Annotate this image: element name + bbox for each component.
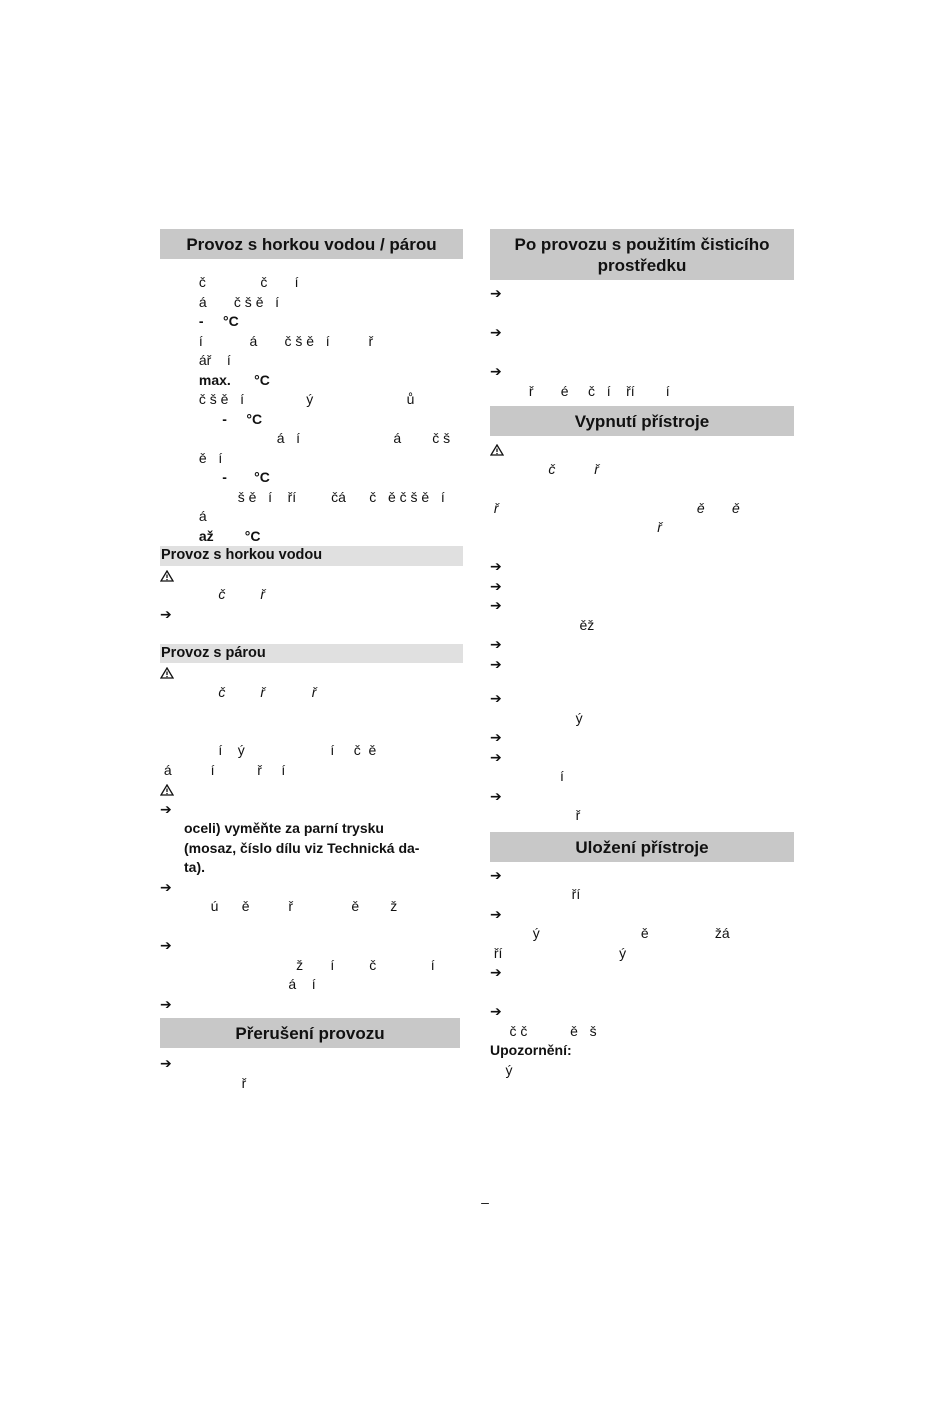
warning-triangle-icon	[160, 566, 180, 586]
arrow-right-icon: ➔	[490, 905, 502, 922]
list-item	[490, 963, 794, 983]
intro-line: č š ě í ý ů	[160, 391, 415, 407]
arrow-right-icon: ➔	[160, 1055, 172, 1071]
list-item	[160, 936, 463, 956]
list-item-bold-cont: ta).	[184, 859, 205, 875]
intro-line: á č š ě í	[160, 293, 280, 310]
heading-interruption: Přerušení provozu	[160, 1018, 460, 1048]
list-item-cont: ř é č í ří í	[490, 382, 670, 399]
list-item-bold	[160, 800, 463, 820]
arrow-right-icon: ➔	[490, 787, 502, 804]
list-item-cont: á í	[160, 976, 316, 992]
intro-line: í á č š ě í ř	[160, 332, 374, 349]
list-item	[160, 878, 463, 898]
warning-triangle-icon	[160, 663, 180, 683]
body-text: á í ř í	[160, 761, 286, 778]
arrow-right-icon: ➔	[490, 690, 502, 706]
arrow-right-icon: ➔	[490, 748, 502, 765]
list-item	[490, 655, 794, 675]
note-text: ý	[490, 1061, 513, 1078]
italic-text: ř	[490, 519, 662, 535]
body-text: ří ý	[490, 944, 627, 961]
list-item	[160, 995, 463, 1015]
body-text: í ý í č ě	[160, 742, 377, 758]
intro-line: á í á č š	[160, 430, 451, 446]
list-item	[490, 635, 794, 655]
arrow-right-icon: ➔	[490, 597, 502, 613]
subheading-hot-water: Provoz s horkou vodou	[160, 546, 463, 566]
warning-triangle-icon	[490, 440, 510, 460]
arrow-right-icon: ➔	[490, 363, 502, 379]
list-item-bold-cont: (mosaz, číslo dílu viz Technická da-	[184, 839, 420, 856]
list-item-cont: č č ě š	[490, 1022, 597, 1039]
body-text: ý ě žá	[490, 925, 730, 941]
intro-line: ě í	[160, 449, 223, 466]
arrow-right-icon: ➔	[490, 655, 502, 672]
list-item-cont: ý	[490, 709, 583, 726]
heading-switch-off: Vypnutí přístroje	[490, 406, 794, 436]
arrow-right-icon: ➔	[490, 636, 502, 652]
warning-line	[490, 440, 794, 460]
intro-line: až °C	[160, 527, 261, 544]
list-item-cont: ř	[490, 807, 581, 823]
intro-line: á	[160, 508, 207, 524]
list-item	[490, 748, 794, 768]
right-column	[490, 229, 794, 1080]
page-footer: –	[481, 1194, 489, 1210]
warning-line	[160, 566, 463, 586]
list-item-cont: ří	[490, 886, 581, 902]
list-item	[490, 284, 794, 304]
arrow-right-icon: ➔	[160, 605, 172, 622]
arrow-right-icon: ➔	[490, 285, 502, 301]
list-item	[490, 728, 794, 748]
arrow-right-icon: ➔	[490, 577, 502, 594]
list-item	[490, 866, 794, 886]
warning-triangle-icon	[160, 780, 180, 800]
warning-text: č ř	[490, 460, 599, 477]
list-item	[490, 905, 794, 925]
list-item-cont: í	[490, 768, 564, 784]
list-item	[490, 557, 794, 577]
warning-line	[160, 663, 463, 683]
italic-text: ř ě ě	[490, 499, 740, 516]
arrow-right-icon: ➔	[160, 995, 172, 1012]
note-label: Upozornění:	[490, 1042, 572, 1058]
list-item-cont: ž í č í	[160, 956, 435, 973]
arrow-right-icon: ➔	[490, 558, 502, 574]
intro-line: - °C	[160, 469, 270, 485]
left-column	[160, 229, 463, 1093]
list-item	[160, 1054, 463, 1074]
list-item	[490, 689, 794, 709]
list-item	[490, 323, 794, 343]
list-item	[490, 1002, 794, 1022]
warning-text: č ř ř	[160, 683, 317, 700]
subheading-steam: Provoz s párou	[160, 644, 463, 664]
arrow-right-icon: ➔	[490, 324, 502, 340]
list-item-cont: ř	[160, 1074, 247, 1091]
list-item	[490, 577, 794, 597]
list-item	[160, 605, 463, 625]
intro-line: max. °C	[160, 371, 270, 388]
warning-text: č ř	[160, 586, 266, 602]
list-item	[490, 596, 794, 616]
arrow-right-icon: ➔	[490, 866, 502, 883]
heading-storage: Uložení přístroje	[490, 832, 794, 862]
arrow-right-icon: ➔	[160, 878, 172, 895]
list-item	[490, 787, 794, 807]
warning-line	[160, 780, 463, 800]
arrow-right-icon: ➔	[160, 937, 172, 953]
intro-line: č č í	[160, 274, 299, 290]
intro-line: - °C	[160, 410, 263, 427]
list-item-cont: ěž	[490, 616, 595, 633]
heading-hot-water-steam: Provoz s horkou vodou / párou	[160, 229, 463, 259]
arrow-right-icon: ➔	[490, 1003, 502, 1019]
list-item	[490, 362, 794, 382]
heading-after-detergent: Po provozu s použitím čisticího prostředku	[490, 229, 794, 280]
arrow-right-icon: ➔	[490, 729, 502, 745]
intro-paragraph	[160, 273, 463, 546]
intro-line: - °C	[160, 313, 239, 329]
arrow-right-icon: ➔	[490, 964, 502, 980]
intro-line: š ě í ří čá č ě č š ě í	[160, 488, 445, 505]
intro-line: ář í	[160, 352, 231, 368]
arrow-right-icon: ➔	[160, 800, 172, 817]
list-item-cont: ú ě ř ě ž	[160, 898, 398, 914]
list-item-bold-cont: oceli) vyměňte za parní trysku	[184, 820, 384, 836]
